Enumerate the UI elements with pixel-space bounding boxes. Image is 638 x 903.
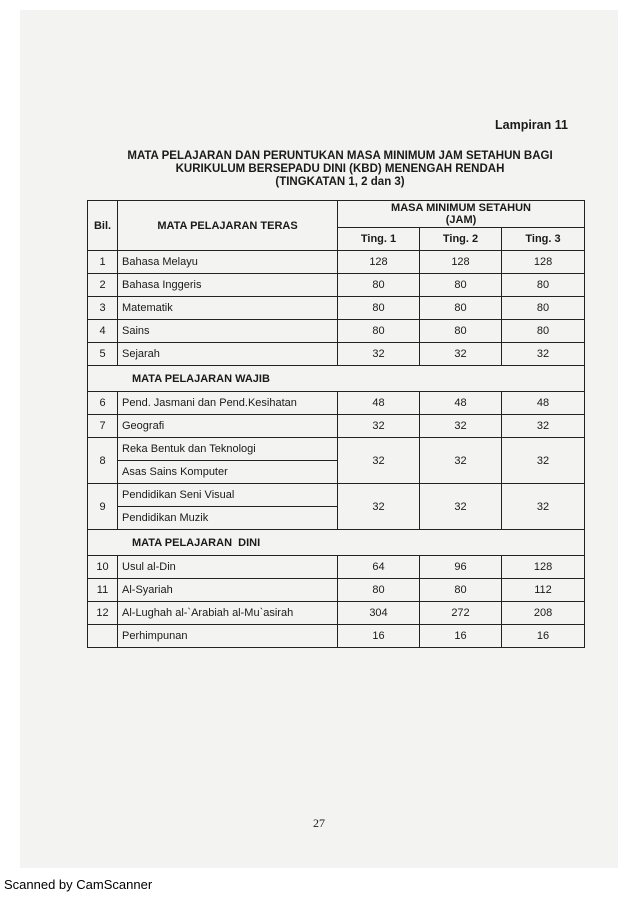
row-bil: 4: [88, 320, 118, 343]
title-line-1: MATA PELAJARAN DAN PERUNTUKAN MASA MINIMUM JAM SETAHUN BAGI: [127, 150, 553, 162]
section-heading-dini: MATA PELAJARAN DINI: [88, 530, 585, 556]
row-ting3: 80: [502, 274, 585, 297]
row-ting3: 112: [502, 579, 585, 602]
title-line-2: KURIKULUM BERSEPADU DINI (KBD) MENENGAH RENDAH: [175, 163, 505, 175]
header-ting1: Ting. 1: [338, 228, 420, 251]
header-masa-line2: (JAM): [445, 214, 477, 226]
header-ting3: Ting. 3: [502, 228, 585, 251]
row-bil: 2: [88, 274, 118, 297]
table-row: [88, 625, 585, 648]
row-subject: Bahasa Inggeris: [118, 274, 338, 297]
row-ting1: 32: [338, 415, 420, 438]
row-bil: 9: [88, 484, 118, 530]
row-ting3: 128: [502, 556, 585, 579]
row-bil: 10: [88, 556, 118, 579]
row-bil: 3: [88, 297, 118, 320]
appendix-label: Lampiran 11: [495, 118, 568, 132]
row-ting2: 32: [420, 484, 502, 530]
row-ting3: 80: [502, 320, 585, 343]
row-bil: 7: [88, 415, 118, 438]
row-ting3: 32: [502, 415, 585, 438]
row-subject: Asas Sains Komputer: [118, 461, 338, 484]
title-line-3: (TINGKATAN 1, 2 dan 3): [275, 176, 405, 188]
row-ting2: 80: [420, 320, 502, 343]
table-row: [88, 297, 585, 320]
row-ting2: 80: [420, 297, 502, 320]
table-row: [88, 274, 585, 297]
row-ting2: 128: [420, 251, 502, 274]
row-subject: Al-Syariah: [118, 579, 338, 602]
row-ting3: 32: [502, 343, 585, 366]
row-bil: 11: [88, 579, 118, 602]
row-subject: Reka Bentuk dan Teknologi: [118, 438, 338, 461]
row-bil: 8: [88, 438, 118, 484]
row-bil: [88, 625, 118, 648]
row-ting3: 48: [502, 392, 585, 415]
table-row: [88, 579, 585, 602]
row-ting3: 16: [502, 625, 585, 648]
row-ting1: 64: [338, 556, 420, 579]
row-subject: Perhimpunan: [118, 625, 338, 648]
subject-hours-table: [87, 200, 585, 648]
row-subject: Pendidikan Seni Visual: [118, 484, 338, 507]
scanner-watermark: Scanned by CamScanner: [4, 877, 153, 892]
row-ting1: 80: [338, 320, 420, 343]
row-ting3: 32: [502, 484, 585, 530]
table-row: [88, 415, 585, 438]
row-ting2: 48: [420, 392, 502, 415]
table-row: [88, 251, 585, 274]
table-row: [88, 484, 585, 507]
row-subject: Sejarah: [118, 343, 338, 366]
table-row: [88, 438, 585, 461]
row-ting2: 16: [420, 625, 502, 648]
row-ting2: 32: [420, 415, 502, 438]
row-subject: Pend. Jasmani dan Pend.Kesihatan: [118, 392, 338, 415]
table-row: [88, 602, 585, 625]
row-ting3: 128: [502, 251, 585, 274]
row-ting1: 32: [338, 343, 420, 366]
row-bil: 6: [88, 392, 118, 415]
row-subject: Usul al-Din: [118, 556, 338, 579]
table-row: [88, 392, 585, 415]
row-subject: Geografi: [118, 415, 338, 438]
row-ting1: 32: [338, 438, 420, 484]
row-subject: Al-Lughah al-`Arabiah al-Mu`asirah: [118, 602, 338, 625]
document-title: [60, 150, 620, 189]
row-ting3: 32: [502, 438, 585, 484]
row-ting3: 80: [502, 297, 585, 320]
row-subject: Sains: [118, 320, 338, 343]
table-row: [88, 320, 585, 343]
row-ting2: 80: [420, 579, 502, 602]
row-ting1: 80: [338, 297, 420, 320]
header-subject: MATA PELAJARAN TERAS: [118, 201, 338, 251]
row-subject: Matematik: [118, 297, 338, 320]
row-ting2: 272: [420, 602, 502, 625]
row-ting2: 32: [420, 438, 502, 484]
row-bil: 5: [88, 343, 118, 366]
row-ting1: 304: [338, 602, 420, 625]
row-ting1: 80: [338, 579, 420, 602]
row-ting2: 32: [420, 343, 502, 366]
header-ting2: Ting. 2: [420, 228, 502, 251]
row-ting2: 80: [420, 274, 502, 297]
row-ting1: 32: [338, 484, 420, 530]
row-bil: 12: [88, 602, 118, 625]
row-ting1: 80: [338, 274, 420, 297]
row-subject: Bahasa Melayu: [118, 251, 338, 274]
row-ting2: 96: [420, 556, 502, 579]
header-bil: Bil.: [88, 201, 118, 251]
header-masa: [338, 201, 585, 228]
row-ting1: 48: [338, 392, 420, 415]
row-ting3: 208: [502, 602, 585, 625]
row-ting1: 128: [338, 251, 420, 274]
table-row: [88, 343, 585, 366]
table-row: [88, 556, 585, 579]
row-subject: Pendidikan Muzik: [118, 507, 338, 530]
row-ting1: 16: [338, 625, 420, 648]
header-masa-line1: MASA MINIMUM SETAHUN: [391, 202, 531, 214]
section-heading-wajib: MATA PELAJARAN WAJIB: [88, 366, 585, 392]
page-number: 27: [313, 816, 325, 830]
row-bil: 1: [88, 251, 118, 274]
